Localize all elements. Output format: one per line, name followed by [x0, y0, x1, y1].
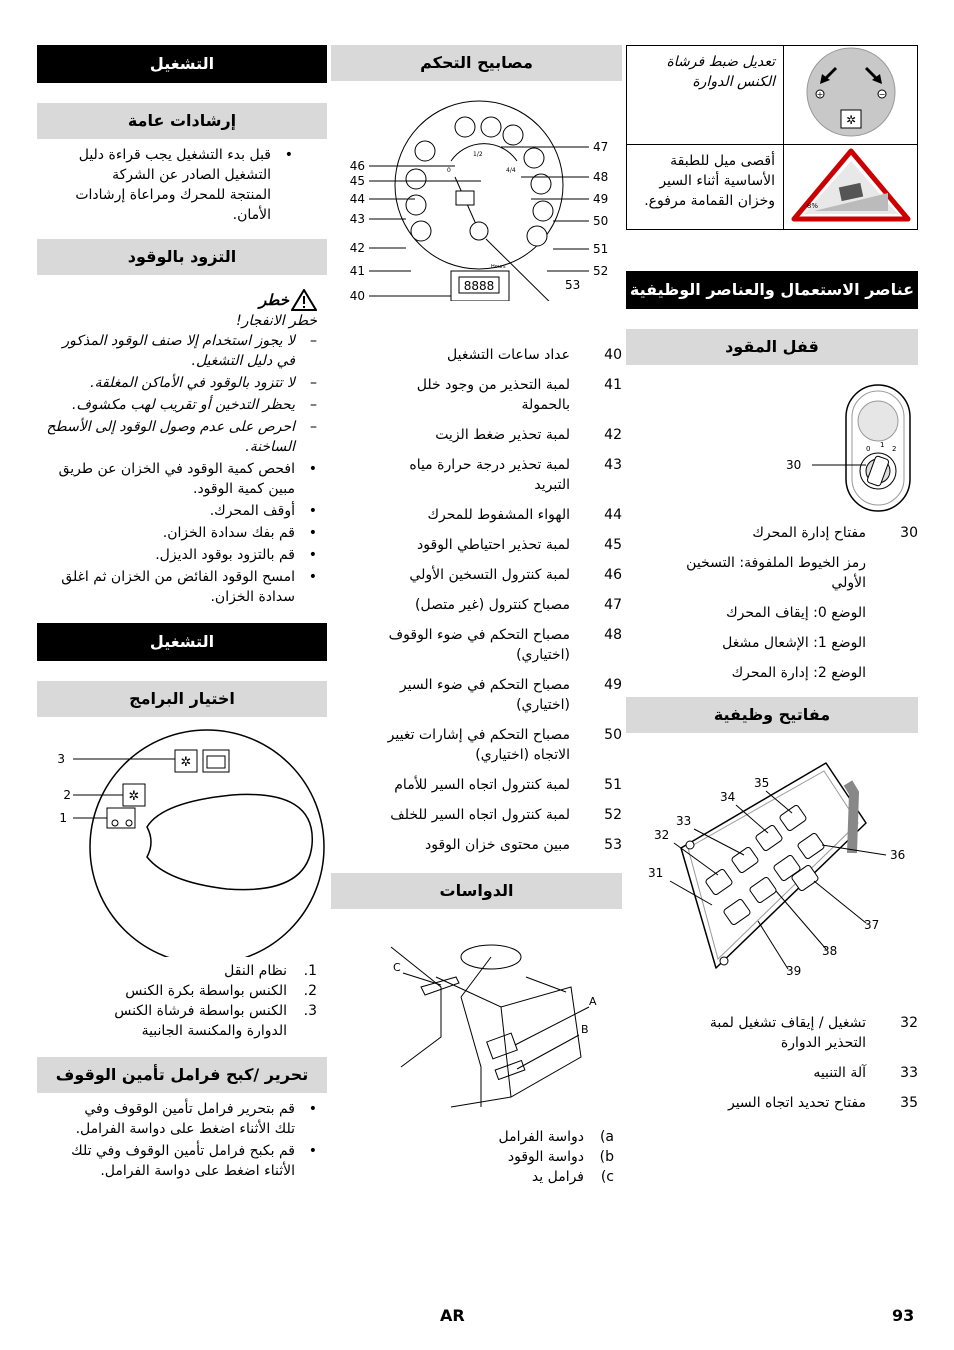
svg-text:+: +	[816, 90, 824, 99]
item-text: تشغيل / إيقاف تشغيل لمبة التحذير الدوارة	[709, 1015, 866, 1051]
list-item	[385, 595, 622, 615]
list-item: – يحظر التدخين أو تقريب لهب مكشوف.	[41, 395, 295, 415]
item-text: لمبة كنترول التسخين الأولي	[409, 567, 570, 583]
pedal-label-c: C	[393, 961, 401, 974]
item-number: b)	[599, 1149, 614, 1165]
dash-label-53: 53	[565, 278, 581, 292]
list-item	[391, 1167, 614, 1187]
pedals-figure	[331, 917, 622, 1117]
dash-label-42: 42	[349, 241, 365, 255]
right-column	[37, 45, 327, 1183]
table-text-brush-adjust: تعديل ضبط فرشاة الكنس الدوارة	[627, 46, 784, 145]
explosion-danger: خطر الانفجار!	[236, 313, 317, 329]
subheader-switches: مفاتيح وظيفية	[626, 697, 918, 733]
refuel-list	[37, 459, 327, 607]
subheader-general: إرشادات عامة	[37, 103, 327, 139]
item-number: 46	[604, 567, 622, 583]
danger-word: خطر	[259, 291, 289, 309]
pedal-label-a: A	[589, 995, 597, 1008]
brush-roller-icon: ✲	[180, 755, 192, 770]
item-number	[866, 603, 918, 623]
sweep-icon: ✲	[128, 789, 140, 804]
list-item	[684, 523, 918, 543]
item-text: نظام النقل	[224, 963, 287, 979]
item-text: مصباح كنترول (غير متصل)	[415, 597, 570, 613]
pedal-label-b: B	[581, 1023, 589, 1036]
dash-label-41: 41	[349, 264, 365, 278]
middle-column	[331, 45, 622, 1187]
item-number: 53	[604, 837, 622, 853]
item-text: مصباح التحكم في ضوء السير (اختياري)	[399, 677, 570, 713]
item-number: 1.	[303, 963, 317, 979]
table-text-slope: أقصى ميل للطبقة الأساسية أثناء السير وخزان القمامة مرفوع.	[627, 145, 784, 230]
list-item	[385, 535, 622, 555]
list-item: • قم بالتزود بوقود الديزل.	[41, 545, 295, 565]
dash-label-40: 40	[349, 289, 365, 301]
list-item: • افحص كمية الوقود في الخزان عن طريق مبين كمية الوقود.	[41, 459, 295, 499]
list-item	[391, 1147, 614, 1167]
item-text: الهواء المشفوط للمحرك	[427, 507, 570, 523]
list-item	[75, 961, 317, 981]
subheader-brake: تحرير /كبح فرامل تأمين الوقوف	[37, 1057, 327, 1093]
section-header-operation: التشغيل	[37, 45, 327, 83]
item-number: 30	[900, 525, 918, 541]
item-text: فرامل يد	[531, 1169, 584, 1185]
item-text: لمبة التحذير من وجود خلل بالحمولة	[416, 377, 570, 413]
item-number: 35	[900, 1095, 918, 1111]
ignition-mark-1: 1	[880, 441, 885, 449]
item-number: 43	[604, 457, 622, 473]
gauge-tick-half: 1/2	[473, 151, 483, 158]
dashboard-figure	[331, 81, 622, 301]
item-text: دواسة الفرامل	[498, 1129, 584, 1145]
subheader-ignition: قفل المقود	[626, 329, 918, 365]
item-text: لمبة كنترول اتجاه السير للأمام	[394, 777, 570, 793]
table-row	[627, 145, 918, 230]
list-item: • أوقف المحرك.	[41, 501, 295, 521]
dash-label-47: 47	[593, 140, 609, 154]
ignition-legend	[626, 523, 918, 683]
item-text: الوضع 1: الإشعال مشغل	[722, 635, 866, 651]
item-text: الكنس بواسطة بكرة الكنس	[125, 983, 287, 999]
symbol-cell	[784, 145, 918, 230]
ignition-label-30: 30	[786, 458, 802, 472]
warning-triangle-icon	[291, 289, 317, 311]
symbol-table	[626, 45, 918, 230]
dash-label-45: 45	[349, 174, 365, 188]
subheader-pedals: الدواسات	[331, 873, 622, 909]
danger-list	[37, 331, 327, 457]
dash-label-46: 46	[349, 159, 365, 173]
item-text: لمبة تحذير احتياطي الوقود	[417, 537, 570, 553]
switch-label-38: 38	[822, 944, 838, 958]
list-item	[385, 565, 622, 585]
svg-text:✲: ✲	[845, 113, 857, 127]
switch-label-37: 37	[864, 918, 880, 932]
subheader-lamps: مصابيح التحكم	[331, 45, 622, 81]
hours-counter: 8888	[463, 279, 495, 293]
item-number: 33	[900, 1065, 918, 1081]
item-text: لمبة كنترول اتجاه السير للخلف	[390, 807, 570, 823]
list-item: • قم بكبح فرامل تأمين الوقوف وفي تلك الأثناء اضغط على دواسة الفرامل.	[67, 1141, 295, 1181]
ignition-figure	[626, 365, 918, 515]
item-number: 42	[604, 427, 622, 443]
hours-label: Hours	[491, 264, 506, 270]
program-selector-figure	[37, 717, 327, 957]
item-number: 44	[604, 507, 622, 523]
item-number	[866, 553, 918, 593]
item-text: دواسة الوقود	[507, 1149, 584, 1165]
list-item	[75, 981, 317, 1001]
list-item: • قم بتحرير فرامل تأمين الوقوف وفي تلك الأثناء اضغط على دواسة الفرامل.	[67, 1099, 295, 1139]
slope-label: 8%	[806, 202, 818, 210]
list-item	[684, 633, 918, 653]
program-label-3: 3	[57, 752, 65, 766]
program-list	[37, 961, 327, 1041]
program-label-2: 2	[63, 788, 71, 802]
item-number: 40	[604, 347, 622, 363]
list-item: • امسح الوقود الفائض من الخزان ثم اغلق سدادة الخزان.	[41, 567, 295, 607]
list-item	[385, 775, 622, 795]
list-item	[385, 675, 622, 715]
item-text: الوضع 0: إيقاف المحرك	[726, 605, 866, 621]
item-text: مبين محتوى خزان الوقود	[424, 837, 570, 853]
list-item	[385, 835, 622, 855]
list-item	[385, 375, 622, 415]
item-number: 41	[604, 377, 622, 393]
item-number: a)	[599, 1129, 614, 1145]
brush-adjust-icon	[784, 46, 917, 140]
list-item	[391, 1127, 614, 1147]
item-text: مفتاح إدارة المحرك	[752, 525, 866, 541]
item-number: 47	[604, 597, 622, 613]
item-number: c)	[600, 1169, 614, 1185]
dash-label-48: 48	[593, 170, 609, 184]
danger-heading	[37, 289, 327, 311]
item-text: رمز الخيوط الملفوفة: التسخين الأولي	[686, 555, 866, 591]
item-text: مصباح التحكم في إشارات تغيير الاتجاه (اختياري)	[387, 727, 570, 763]
item-text: لمبة تحذير ضغط الزيت	[435, 427, 570, 443]
lamp-legend	[331, 345, 622, 855]
switch-label-34: 34	[720, 790, 736, 804]
switch-legend	[626, 1013, 918, 1113]
item-number: 32	[900, 1015, 918, 1031]
item-text: الكنس بواسطة فرشاة الكنس الدوارة والمكنسة الجانبية	[114, 1003, 287, 1039]
list-item	[385, 805, 622, 825]
list-item	[385, 345, 622, 365]
list-item	[684, 553, 918, 593]
switch-label-33: 33	[676, 814, 692, 828]
list-item	[385, 725, 622, 765]
item-number: 49	[604, 677, 622, 693]
general-list	[37, 145, 327, 225]
item-number: 52	[604, 807, 622, 823]
item-number: 2.	[303, 983, 317, 999]
item-text: مصباح التحكم في ضوء الوقوف (اختياري)	[388, 627, 570, 663]
symbol-cell	[784, 46, 918, 145]
dash-label-44: 44	[349, 192, 365, 206]
list-item	[385, 455, 622, 495]
subheader-refuel: التزود بالوقود	[37, 239, 327, 275]
item-text: آلة التنبيه	[813, 1065, 866, 1081]
dash-label-43: 43	[349, 212, 365, 226]
item-number: 3.	[303, 1003, 317, 1019]
item-text: مفتاح تحديد اتجاه السير	[727, 1095, 866, 1111]
list-item: – احرص على عدم وصول الوقود إلى الأسطح الساخنة.	[41, 417, 295, 457]
list-item: • قم بفك سدادة الخزان.	[41, 523, 295, 543]
dash-label-51: 51	[593, 242, 609, 256]
list-item: • قبل بدء التشغيل يجب قراءة دليل التشغيل الصادر عن الشركة المنتجة للمحرك ومراعاة إرشادات الأمان.	[67, 145, 271, 225]
list-item	[684, 603, 918, 623]
item-number: 51	[604, 777, 622, 793]
slope-warning-icon	[784, 145, 917, 225]
footer-page-number: 93	[892, 1306, 915, 1325]
section-header-controls: عناصر الاستعمال والعناصر الوظيفية	[626, 271, 918, 309]
item-number: 45	[604, 537, 622, 553]
brake-list	[37, 1099, 327, 1181]
list-item	[684, 1093, 918, 1113]
dash-label-50: 50	[593, 214, 609, 228]
ignition-mark-0: 0	[866, 445, 871, 453]
item-text: لمبة تحذير درجة حرارة مياه التبريد	[409, 457, 570, 493]
item-text: عداد ساعات التشغيل	[447, 347, 570, 363]
switch-label-35: 35	[754, 776, 770, 790]
list-item	[684, 1063, 918, 1083]
switch-label-39: 39	[786, 964, 802, 978]
list-item: – لا تتزود بالوقود في الأماكن المغلقة.	[41, 373, 295, 393]
item-number: 48	[604, 627, 622, 643]
ignition-mark-2: 2	[892, 445, 897, 453]
left-column	[626, 45, 918, 1123]
list-item	[385, 425, 622, 445]
dash-label-52: 52	[593, 264, 609, 278]
footer-language: AR	[440, 1306, 465, 1325]
switch-label-32: 32	[654, 828, 670, 842]
switch-label-36: 36	[890, 848, 906, 862]
item-number: 50	[604, 727, 622, 743]
list-item: – لا يجوز استخدام إلا صنف الوقود المذكور في دليل التشغيل.	[41, 331, 295, 371]
list-item	[684, 663, 918, 683]
section-header-operation-2: التشغيل	[37, 623, 327, 661]
gauge-tick-0: 0	[447, 167, 451, 174]
list-item	[385, 505, 622, 525]
table-row	[627, 46, 918, 145]
list-item	[684, 1013, 918, 1053]
pedal-list	[331, 1127, 622, 1187]
item-text: الوضع 2: إدارة المحرك	[731, 665, 866, 681]
list-item	[385, 625, 622, 665]
switch-label-31: 31	[648, 866, 664, 880]
item-number	[866, 633, 918, 653]
program-label-1: 1	[59, 811, 67, 825]
list-item	[75, 1001, 317, 1041]
item-number	[866, 663, 918, 683]
svg-text:−: −	[878, 90, 886, 99]
subheader-program: اختيار البرامج	[37, 681, 327, 717]
switches-figure	[626, 733, 918, 1003]
gauge-tick-full: 4/4	[506, 167, 516, 174]
dash-label-49: 49	[593, 192, 609, 206]
